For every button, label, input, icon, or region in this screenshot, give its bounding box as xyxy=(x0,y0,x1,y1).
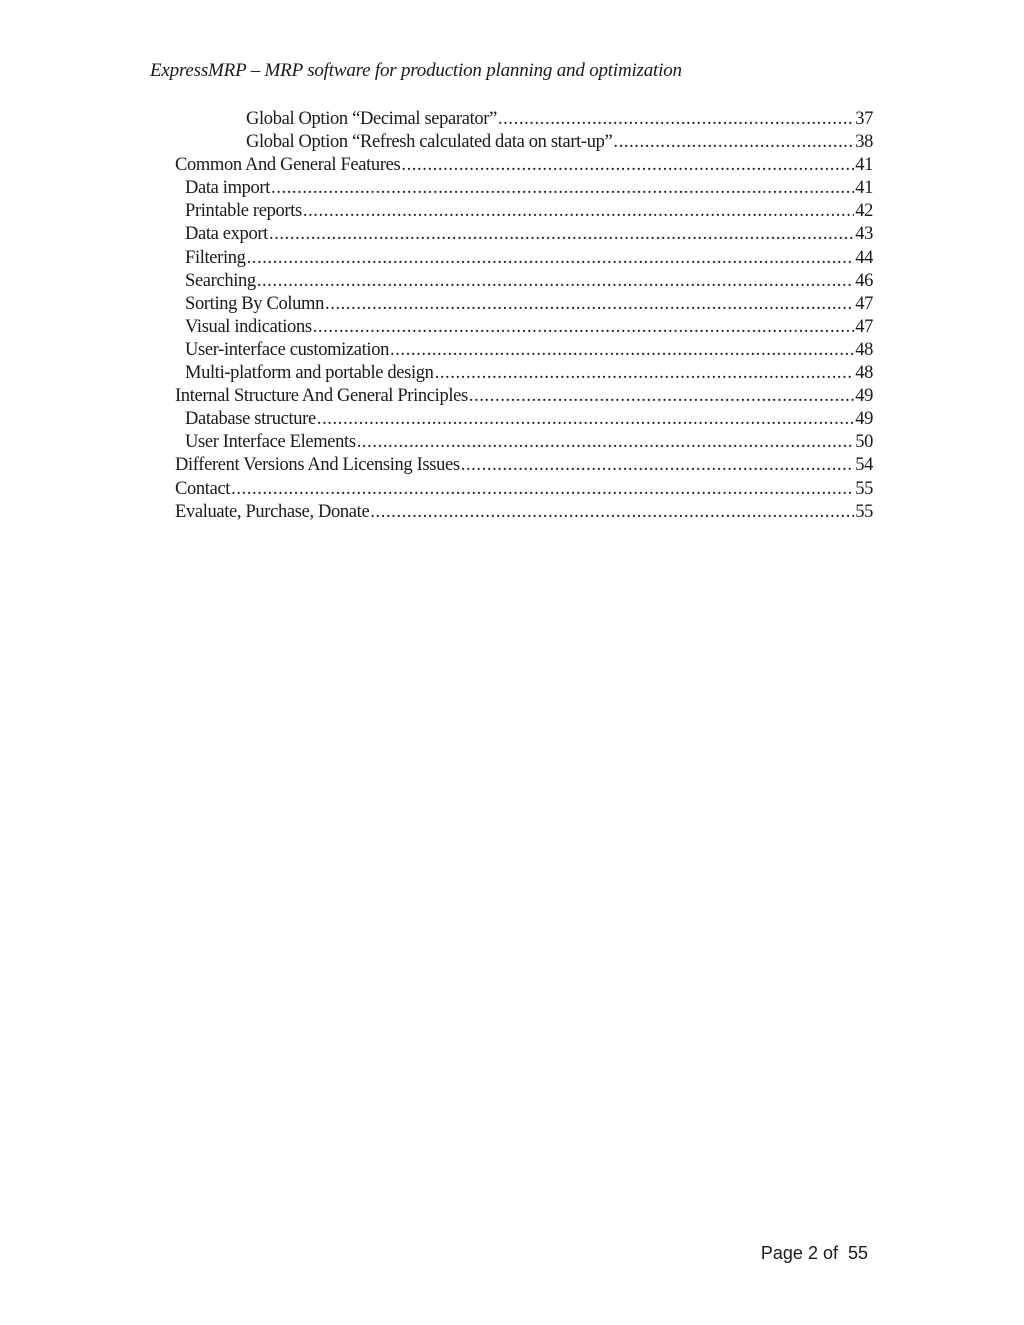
toc-entry[interactable] xyxy=(175,200,873,223)
toc-entry-title: User Interface Elements xyxy=(185,432,356,453)
toc-entry-title: User-interface customization xyxy=(185,339,390,360)
page-number-footer: Page 2 of 55 xyxy=(760,1243,868,1263)
toc-entry-title: Global Option “Decimal separator” xyxy=(246,109,497,129)
toc-leader-dots xyxy=(313,316,854,339)
toc-entry[interactable] xyxy=(175,339,873,362)
toc-leader-dots xyxy=(303,200,854,223)
toc-entry[interactable] xyxy=(175,108,873,131)
toc-entry[interactable] xyxy=(175,478,873,501)
toc-entry[interactable] xyxy=(175,454,873,477)
toc-entry-title: Data export xyxy=(185,224,268,245)
page-header: ExpressMRP – MRP software for production planning and optimization xyxy=(150,60,682,81)
toc-entry[interactable] xyxy=(175,501,873,524)
toc-entry-title: Multi-platform and portable design xyxy=(185,363,434,384)
toc-leader-dots xyxy=(257,270,854,293)
toc-entry-page: 41 xyxy=(855,178,873,199)
toc-leader-dots xyxy=(613,131,854,154)
table-of-contents xyxy=(175,108,873,524)
toc-entry[interactable] xyxy=(175,177,873,200)
toc-entry-page: 37 xyxy=(855,109,873,129)
toc-leader-dots xyxy=(325,293,854,316)
toc-entry-title: Global Option “Refresh calculated data on start-up” xyxy=(246,132,613,153)
toc-entry-page: 41 xyxy=(855,155,873,176)
toc-entry[interactable] xyxy=(175,362,873,385)
toc-entry[interactable] xyxy=(175,431,873,454)
toc-entry-title: Different Versions And Licensing Issues xyxy=(175,455,460,476)
toc-entry-page: 54 xyxy=(855,455,873,476)
toc-entry[interactable] xyxy=(175,154,873,177)
toc-leader-dots xyxy=(269,223,854,246)
toc-entry[interactable] xyxy=(175,270,873,293)
toc-entry-page: 42 xyxy=(855,201,873,222)
toc-entry-page: 47 xyxy=(855,316,873,337)
toc-entry[interactable] xyxy=(175,223,873,246)
toc-leader-dots xyxy=(435,362,855,385)
toc-entry[interactable] xyxy=(175,247,873,270)
toc-entry-title: Data import xyxy=(185,178,271,199)
toc-entry-title: Database structure xyxy=(185,409,316,430)
toc-entry-page: 43 xyxy=(855,224,873,245)
toc-leader-dots xyxy=(498,108,854,131)
toc-entry-title: Contact xyxy=(175,478,231,499)
toc-entry-title: Searching xyxy=(185,270,256,291)
toc-entry[interactable] xyxy=(175,385,873,408)
toc-entry-title: Common And General Features xyxy=(175,155,401,176)
toc-entry[interactable] xyxy=(175,316,873,339)
toc-entry-page: 38 xyxy=(855,132,873,153)
toc-entry-page: 47 xyxy=(855,293,873,314)
toc-entry[interactable] xyxy=(175,408,873,431)
toc-entry-page: 49 xyxy=(855,386,873,407)
toc-entry-page: 46 xyxy=(855,270,873,291)
toc-leader-dots xyxy=(247,247,855,270)
toc-entry-title: Visual indications xyxy=(185,316,312,337)
toc-entry-page: 44 xyxy=(855,247,873,268)
toc-leader-dots xyxy=(231,478,854,501)
toc-entry-page: 49 xyxy=(855,409,873,430)
toc-leader-dots xyxy=(461,454,854,477)
toc-entry-page: 55 xyxy=(855,478,873,499)
toc-leader-dots xyxy=(390,339,854,362)
toc-entry-title: Internal Structure And General Principles xyxy=(175,386,468,407)
toc-entry-title: Printable reports xyxy=(185,201,302,222)
toc-leader-dots xyxy=(271,177,854,200)
toc-entry-title: Sorting By Column xyxy=(185,293,324,314)
toc-entry-page: 50 xyxy=(855,432,873,453)
toc-leader-dots xyxy=(317,408,854,431)
toc-leader-dots xyxy=(401,154,854,177)
toc-entry-title: Filtering xyxy=(185,247,246,268)
toc-entry-page: 48 xyxy=(855,339,873,360)
toc-entry-page: 48 xyxy=(855,363,873,384)
toc-entry[interactable] xyxy=(175,131,873,154)
toc-leader-dots xyxy=(469,385,854,408)
toc-leader-dots xyxy=(370,501,854,524)
toc-entry-title: Evaluate, Purchase, Donate xyxy=(175,501,370,522)
toc-leader-dots xyxy=(357,431,854,454)
toc-entry-page: 55 xyxy=(855,501,873,522)
toc-entry[interactable] xyxy=(175,293,873,316)
